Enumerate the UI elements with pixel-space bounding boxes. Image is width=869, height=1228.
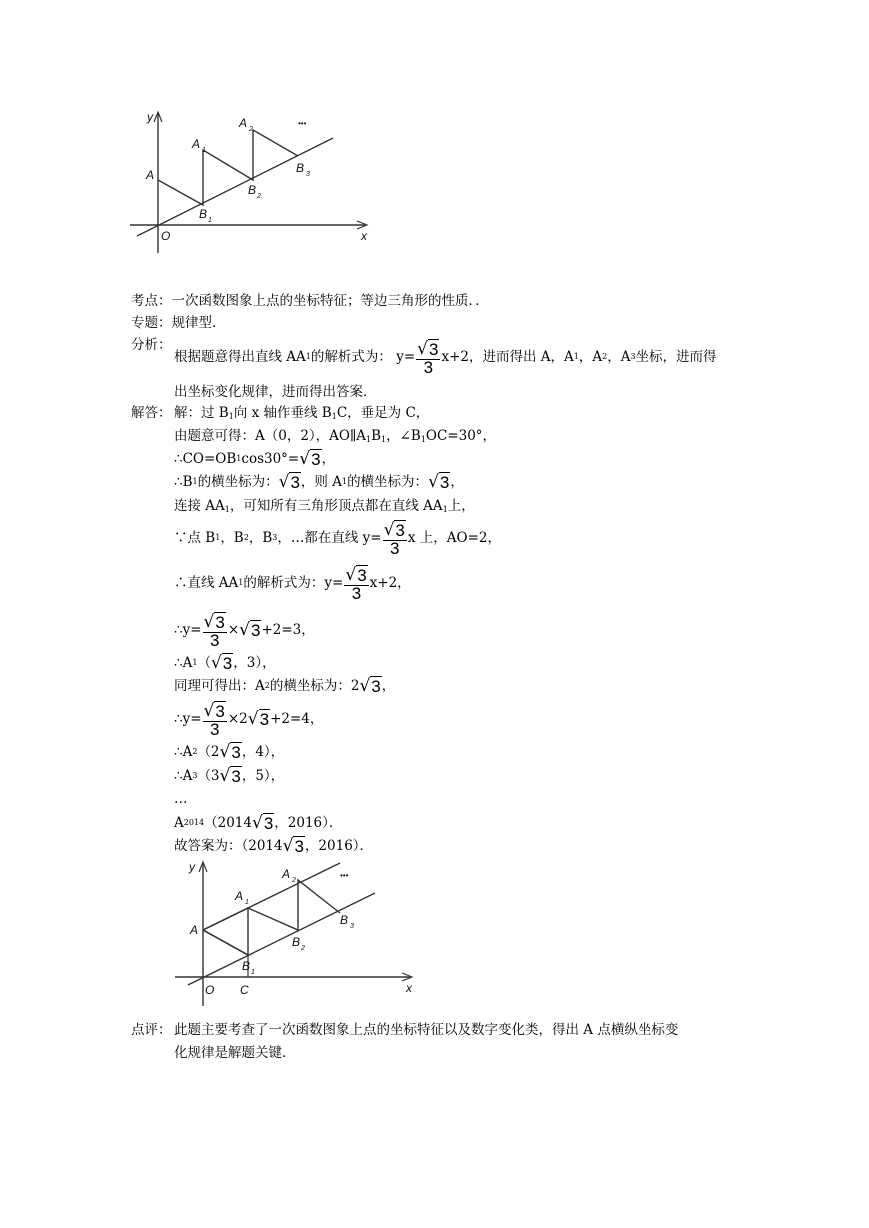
jieda-line-11 xyxy=(174,699,323,739)
radicand: 3 xyxy=(428,339,439,359)
sub: 1 xyxy=(192,477,198,486)
sqrt xyxy=(204,701,226,721)
edge-a-b1 xyxy=(203,930,248,955)
radicand: 3 xyxy=(311,450,321,469)
sqrt xyxy=(211,653,233,673)
jieda-line-12 xyxy=(174,741,284,763)
t: ∴y= xyxy=(174,622,202,638)
t: ，3）， xyxy=(233,655,276,671)
jieda-line-14: … xyxy=(174,791,188,807)
sub: 2 xyxy=(602,352,608,361)
jieda-line-5 xyxy=(174,497,475,519)
radical-sign: √ xyxy=(203,611,215,632)
sub: 1 xyxy=(573,352,579,361)
point-b3-label: B xyxy=(296,161,305,175)
t: 由题意可得：A（0，2），AO∥A xyxy=(174,428,366,444)
zhuanti-label: 专题： xyxy=(131,315,172,331)
radicand: 3 xyxy=(290,473,300,492)
point-b1-label: B xyxy=(242,959,251,973)
denominator: 3 xyxy=(390,538,400,558)
line-ob xyxy=(137,138,333,236)
radicand: 3 xyxy=(263,814,274,833)
sqrt xyxy=(299,449,321,469)
jieda-line-2 xyxy=(174,427,496,449)
t: ，可知所有三角形顶点都在直线 AA xyxy=(229,498,443,514)
sqrt xyxy=(283,836,305,856)
t: OC=30°， xyxy=(425,428,497,444)
sub: 1 xyxy=(365,435,372,444)
eq-post: x+2，进而得出 A，A xyxy=(441,349,574,365)
jieda-line-3 xyxy=(174,448,335,470)
t: 向 x 轴作垂线 B xyxy=(233,405,332,421)
point-b3-label: B xyxy=(340,913,349,927)
t: ∴B xyxy=(174,474,193,490)
sub: 1 xyxy=(442,505,448,514)
dianping-label: 点评： xyxy=(131,1022,172,1038)
t: 的横坐标为：2 xyxy=(269,678,360,694)
origin-label: O xyxy=(205,983,215,997)
radical-sign: √ xyxy=(251,813,263,833)
radical-sign: √ xyxy=(299,449,311,469)
fenxi-text-c: ，A xyxy=(578,349,603,365)
point-b2-sub: 2 xyxy=(257,193,261,200)
t: ，则 A xyxy=(300,474,342,490)
point-a2-label: A xyxy=(282,867,291,881)
t: 同理可得出：A xyxy=(174,678,265,694)
point-b2-label: B xyxy=(248,183,257,197)
figure-1-svg xyxy=(125,108,385,258)
fraction xyxy=(416,339,440,376)
radical-sign: √ xyxy=(417,338,428,359)
radical-sign: √ xyxy=(203,700,215,721)
point-a-label: A xyxy=(190,923,199,937)
t: 的横坐标为： xyxy=(197,474,279,490)
sub: 1 xyxy=(238,578,244,587)
zhuanti-text: 规律型． xyxy=(171,315,226,331)
sub: 1 xyxy=(305,352,311,361)
radical-sign: √ xyxy=(278,472,290,492)
fraction xyxy=(203,701,227,738)
radicand: 3 xyxy=(231,743,241,762)
origin-label: O xyxy=(161,229,171,243)
fenxi-text-e: 坐标，进而得 xyxy=(635,349,717,365)
t: ∴A xyxy=(174,768,193,784)
kaodian-text: 一次函数图象上点的坐标特征；等边三角形的性质．． xyxy=(171,293,489,309)
fenxi-text-d: ，A xyxy=(607,349,631,365)
jieda-line-13 xyxy=(174,765,284,787)
fraction xyxy=(344,565,368,602)
t: ∴y= xyxy=(174,711,202,727)
point-a1-sub: 1 xyxy=(202,147,206,154)
t: ，∠B xyxy=(386,428,421,444)
sqrt xyxy=(359,676,381,696)
t: 解：过 B xyxy=(174,405,229,421)
sub: 3 xyxy=(630,352,636,361)
point-b2-sub: 2 xyxy=(301,945,305,952)
fraction xyxy=(383,520,407,557)
sqrt xyxy=(279,472,301,492)
ellipsis-dots: ••• xyxy=(340,871,349,880)
jieda-line-10 xyxy=(174,675,395,697)
jieda-label: 解答： xyxy=(131,405,172,421)
radicand: 3 xyxy=(357,565,367,585)
sub: 1 xyxy=(236,454,242,463)
sqrt xyxy=(248,709,270,729)
x-label: x xyxy=(406,981,412,995)
sub: 1 xyxy=(341,477,348,486)
dianping-line-2: 化规律是解题关键． xyxy=(174,1045,296,1061)
jieda-line-4 xyxy=(174,471,464,493)
jieda-line-9 xyxy=(174,652,276,674)
t: A xyxy=(174,815,184,831)
t: 上， xyxy=(447,498,475,514)
radicand: 3 xyxy=(439,473,450,492)
radicand: 3 xyxy=(222,654,233,673)
denominator: 3 xyxy=(351,583,362,603)
t: ， xyxy=(321,451,336,467)
sub: 1 xyxy=(215,533,221,542)
sqrt xyxy=(345,565,367,585)
edge-a-a1 xyxy=(203,908,248,930)
t: ，2016）． xyxy=(304,838,374,854)
radical-sign: √ xyxy=(239,620,250,640)
fenxi-label: 分析： xyxy=(131,337,172,353)
fenxi-line-1 xyxy=(174,338,717,377)
radical-sign: √ xyxy=(247,709,259,729)
t: ∵点 B xyxy=(174,530,216,546)
t: cos30°= xyxy=(241,451,300,467)
point-a-label: A xyxy=(146,168,155,182)
radicand: 3 xyxy=(251,621,261,640)
radical-sign: √ xyxy=(210,653,222,673)
point-b3-sub: 3 xyxy=(350,923,354,930)
dianping-line-1: 此题主要考查了一次函数图象上点的坐标特征以及数字变化类，得出 A 点横纵坐标变 xyxy=(174,1022,679,1038)
t: ∴A xyxy=(174,744,193,760)
t: 故答案为：（2014 xyxy=(174,838,283,854)
radical-sign: √ xyxy=(345,564,357,585)
t: C，垂足为 C， xyxy=(336,405,430,421)
radical-sign: √ xyxy=(383,519,395,540)
figure-1 xyxy=(125,108,385,258)
sub: 3 xyxy=(192,771,198,780)
radicand: 3 xyxy=(231,767,241,786)
t: ∴A xyxy=(174,655,193,671)
y-label: y xyxy=(147,110,153,124)
t: x 上，AO=2， xyxy=(407,530,502,546)
sub: 2014 xyxy=(183,818,205,827)
point-a1-label: A xyxy=(192,137,201,151)
sqrt xyxy=(417,339,439,359)
radicand: 3 xyxy=(215,612,225,632)
kaodian-line xyxy=(131,292,489,310)
sqrt xyxy=(428,472,450,492)
t: +2=4， xyxy=(270,711,324,727)
jieda-line-8 xyxy=(174,610,315,650)
x-label: x xyxy=(361,229,367,243)
line-ob xyxy=(188,893,375,985)
t: （2014 xyxy=(204,815,252,831)
t: ， xyxy=(450,474,464,490)
radical-sign: √ xyxy=(219,742,231,762)
jieda-line-16 xyxy=(174,835,373,857)
point-b1-sub: 1 xyxy=(251,969,255,976)
radicand: 3 xyxy=(395,520,405,540)
sqrt xyxy=(384,520,406,540)
t: ，2016）． xyxy=(274,815,343,831)
denominator: 3 xyxy=(209,630,220,650)
radical-sign: √ xyxy=(359,676,371,696)
sub: 1 xyxy=(192,658,198,667)
figure-2 xyxy=(170,858,430,1008)
point-b3-sub: 3 xyxy=(306,171,310,178)
fenxi-line-2: 出坐标变化规律，进而得出答案． xyxy=(174,384,377,400)
t: ×2 xyxy=(227,711,248,727)
jieda-line-6 xyxy=(174,518,501,558)
point-a2-label: A xyxy=(239,116,248,130)
figure-2-svg xyxy=(170,858,430,1008)
point-a1-label: A xyxy=(235,889,244,903)
ellipsis-dots: ••• xyxy=(298,119,307,128)
point-a2-sub: 2 xyxy=(249,126,253,133)
radical-sign: √ xyxy=(428,472,439,492)
radical-sign: √ xyxy=(282,836,294,856)
denominator: 3 xyxy=(423,357,434,377)
t: B xyxy=(371,428,381,444)
fraction xyxy=(203,612,227,649)
point-b1-label: B xyxy=(199,207,208,221)
t: ，B xyxy=(248,530,273,546)
t: ，…都在直线 y= xyxy=(277,530,382,546)
t: ∴直线 AA xyxy=(174,575,239,591)
sub: 2 xyxy=(192,747,198,756)
radical-sign: √ xyxy=(219,766,231,786)
radicand: 3 xyxy=(259,710,270,729)
sub: 2 xyxy=(243,533,249,542)
sqrt xyxy=(220,742,242,762)
t: ，B xyxy=(220,530,244,546)
fenxi-text-a: 根据题意得出直线 AA xyxy=(174,349,306,365)
t: （ xyxy=(197,655,211,671)
t: ， xyxy=(381,678,396,694)
jieda-line-1 xyxy=(174,404,429,426)
t: ，5）， xyxy=(241,768,285,784)
point-b2-label: B xyxy=(292,935,301,949)
t: ，4）， xyxy=(241,744,285,760)
t: +2=3， xyxy=(261,622,315,638)
t: x+2， xyxy=(369,575,411,591)
sub: 1 xyxy=(228,412,234,421)
t: 的横坐标为： xyxy=(347,474,429,490)
radicand: 3 xyxy=(215,701,225,721)
denominator: 3 xyxy=(209,719,220,739)
sub: 1 xyxy=(331,412,337,421)
t: （3 xyxy=(197,768,220,784)
t: ∴CO=OB xyxy=(174,451,237,467)
jieda-line-7 xyxy=(174,563,411,603)
jieda-line-15 xyxy=(174,812,342,834)
t: 连接 AA xyxy=(174,498,225,514)
zhuanti-line xyxy=(131,314,226,332)
sub: 2 xyxy=(264,681,270,690)
sqrt xyxy=(252,813,274,833)
point-a2-sub: 2 xyxy=(292,877,296,884)
sqrt xyxy=(239,620,261,640)
eq-pre: y= xyxy=(396,349,416,365)
fenxi-text-b: 的解析式为： xyxy=(310,349,392,365)
kaodian-label: 考点： xyxy=(131,293,172,309)
sub: 3 xyxy=(272,533,278,542)
point-b1-sub: 1 xyxy=(208,217,212,224)
triangle-edges xyxy=(158,130,298,205)
y-label: y xyxy=(189,860,195,874)
sqrt xyxy=(204,612,226,632)
point-c-label: C xyxy=(240,983,249,997)
sqrt xyxy=(220,766,242,786)
sub: 1 xyxy=(420,435,426,444)
point-a1-sub: 1 xyxy=(245,899,249,906)
radicand: 3 xyxy=(371,677,381,696)
t: 的解析式为：y= xyxy=(243,575,344,591)
radicand: 3 xyxy=(294,837,304,856)
t: （2 xyxy=(197,744,220,760)
sub: 1 xyxy=(381,435,387,444)
t: × xyxy=(227,622,240,638)
sub: 1 xyxy=(224,505,230,514)
